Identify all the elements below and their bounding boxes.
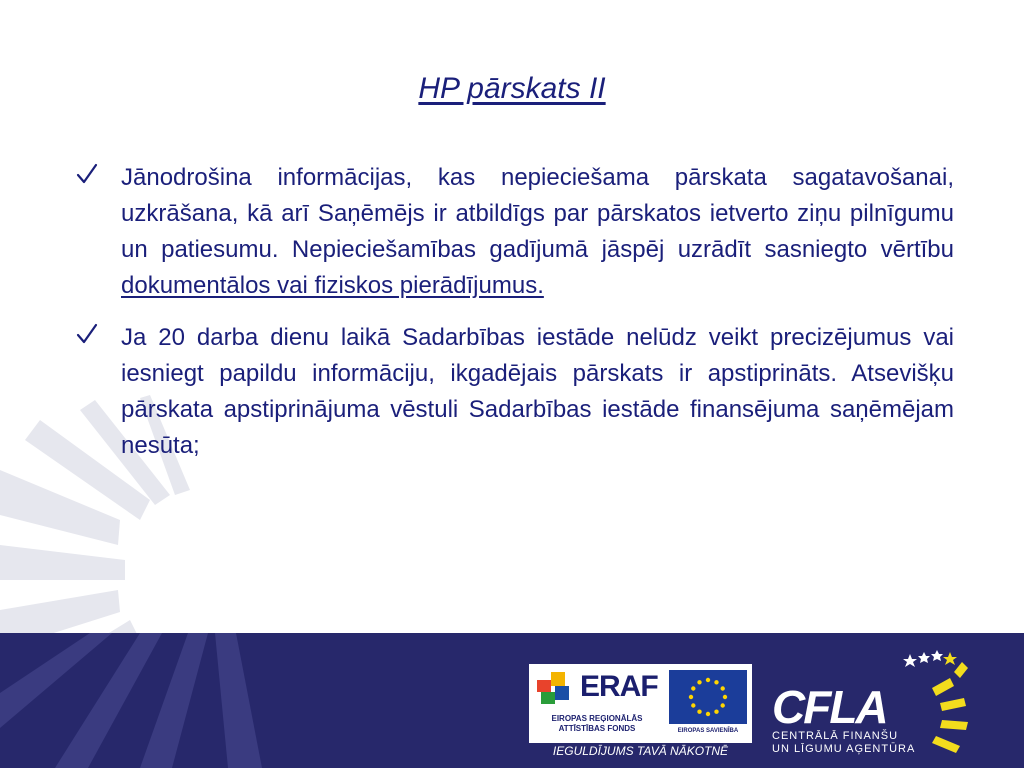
eraf-eu-logo	[529, 664, 752, 743]
eu-flag-icon	[669, 670, 747, 724]
bullet-list	[76, 160, 954, 480]
checkmark-icon	[76, 322, 98, 346]
bullet-text-main: Jānodrošina informācijas, kas nepieciešama pārskata sagatavošanai, uzkrāšana, kā arī Saņēmējs ir atbildīgs par pārskatos ietverto ziņu pilnīgumu un patiesumu. Nepieciešamības gadījumā jāspēj uzrādīt sasniegto vērtību	[121, 164, 954, 263]
eu-star-icon	[714, 680, 718, 684]
eu-star-icon	[723, 695, 727, 699]
cfla-subtitle-line2: UN LĪGUMU AĢENTŪRA	[772, 743, 916, 755]
eraf-name: ERAF	[580, 670, 658, 703]
eu-star-icon	[697, 680, 701, 684]
eu-star-icon	[714, 710, 718, 714]
cfla-emblem-icon	[880, 648, 980, 758]
bullet-item	[76, 320, 954, 464]
cfla-subtitle-line1: CENTRĀLĀ FINANŠU	[772, 730, 899, 742]
checkmark-icon	[76, 162, 98, 186]
eraf-subtitle	[537, 714, 657, 734]
eu-star-icon	[721, 703, 725, 707]
bullet-text-underlined: dokumentālos vai fiziskos pierādījumus.	[121, 272, 544, 299]
slide-title: HP pārskats II	[418, 72, 606, 105]
eraf-subtitle-line2: ATTĪSTĪBAS FONDS	[558, 724, 636, 733]
bullet-text	[121, 320, 954, 464]
eu-stars-icon	[669, 670, 747, 724]
eu-star-icon	[706, 678, 710, 682]
cfla-name: CFLA	[772, 681, 887, 733]
eu-star-icon	[691, 686, 695, 690]
eu-label: EIROPAS SAVIENĪBA	[677, 728, 739, 734]
footer-tagline: IEGULDĪJUMS TAVĀ NĀKOTNĒ	[552, 744, 729, 758]
eraf-subtitle-line1: EIROPAS REĢIONĀLĀS	[551, 714, 643, 723]
eu-star-icon	[691, 703, 695, 707]
eu-star-icon	[721, 686, 725, 690]
eu-star-icon	[706, 712, 710, 716]
bullet-item	[76, 160, 954, 304]
eu-star-icon	[689, 695, 693, 699]
eraf-logo-icon	[537, 672, 577, 708]
bullet-text	[121, 160, 954, 304]
eu-star-icon	[697, 710, 701, 714]
bullet-text-main: Ja 20 darba dienu laikā Sadarbības iestāde nelūdz veikt precizējumus vai iesniegt papildu informāciju, ikgadējais pārskats ir apstiprināts. Atsevišķu pārskata apstiprinājuma vēstuli Sadarbības iestāde finansējuma saņēmējam nesūta;	[121, 324, 954, 459]
